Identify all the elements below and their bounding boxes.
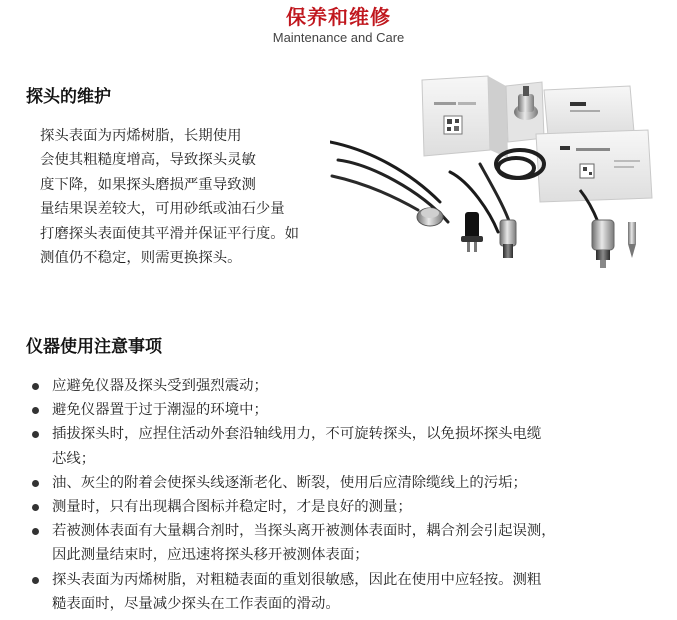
list-item-line: 油、灰尘的附着会使探头线逐渐老化、断裂，使用后应清除缆线上的污垢； xyxy=(52,474,527,491)
pencil-probe xyxy=(580,190,614,268)
probe-text-line: 会使其粗糙度增高，导致探头灵敏 xyxy=(40,152,256,169)
probe-text-line: 量结果误差较大，可用砂纸或油石少量 xyxy=(40,201,285,218)
bullet-icon xyxy=(32,383,39,390)
usage-notes-list xyxy=(28,374,658,616)
list-item-line: 芯线； xyxy=(52,450,96,467)
probe-product-photo xyxy=(330,72,670,272)
bullet-icon xyxy=(32,577,39,584)
bullet-icon xyxy=(32,407,39,414)
bullet-icon xyxy=(32,504,39,511)
probe-maintenance-heading: 探头的维护 xyxy=(26,87,111,107)
list-item-line: 糙表面时，尽量减少探头在工作表面的滑动。 xyxy=(52,595,340,612)
round-probe xyxy=(417,208,443,226)
bullet-icon xyxy=(32,431,39,438)
list-item xyxy=(28,519,658,567)
usage-notes-heading: 仪器使用注意事项 xyxy=(26,337,162,357)
page-header xyxy=(0,4,677,46)
metal-plug xyxy=(500,220,516,258)
bullet-icon xyxy=(32,480,39,487)
probe-text-line: 度下降，如果探头磨损严重导致测 xyxy=(40,176,256,193)
probe-cable-coil xyxy=(496,150,544,178)
list-item xyxy=(28,495,658,519)
list-item xyxy=(28,422,658,470)
list-item-line: 避免仪器置于过于潮湿的环境中； xyxy=(52,402,268,419)
list-item-line: 探头表面为丙烯树脂，对粗糙表面的重划很敏感，因此在使用中应轻按。测粗 xyxy=(52,571,542,588)
list-item-line: 因此测量结束时，应迅速将探头移开被测体表面； xyxy=(52,547,369,564)
list-item xyxy=(28,471,658,495)
probe-maintenance-text xyxy=(40,124,362,270)
probe-box-open xyxy=(506,82,544,142)
list-item xyxy=(28,398,658,422)
list-item-line: 应避免仪器及探头受到强烈震动； xyxy=(52,378,268,394)
probe-text-line: 测值仍不稳定，则需更换探头。 xyxy=(40,250,242,267)
list-item xyxy=(28,374,658,398)
list-item-line: 测量时，只有出现耦合图标并稳定时，才是良好的测量； xyxy=(52,499,412,516)
list-item-line: 若被测体表面有大量耦合剂时，当探头离开被测体表面时，耦合剂会引起误测， xyxy=(52,523,556,540)
probe-text-line: 打磨探头表面使其平滑并保证平行度。如 xyxy=(40,225,300,242)
list-item-line: 插拔探头时，应捏住活动外套沿轴线用力，不可旋转探头，以免损坏探头电缆 xyxy=(52,426,542,443)
probe-box-left xyxy=(422,76,508,158)
pointed-probe xyxy=(628,222,636,258)
page-subtitle: Maintenance and Care xyxy=(272,30,405,45)
page-title: 保养和维修 xyxy=(286,5,391,29)
probe-text-line: 探头表面为丙烯树脂，长期使用 xyxy=(40,128,242,144)
probe-box-right xyxy=(536,86,652,202)
bullet-icon xyxy=(32,528,39,535)
list-item xyxy=(28,568,658,616)
connector-probe xyxy=(461,212,483,252)
